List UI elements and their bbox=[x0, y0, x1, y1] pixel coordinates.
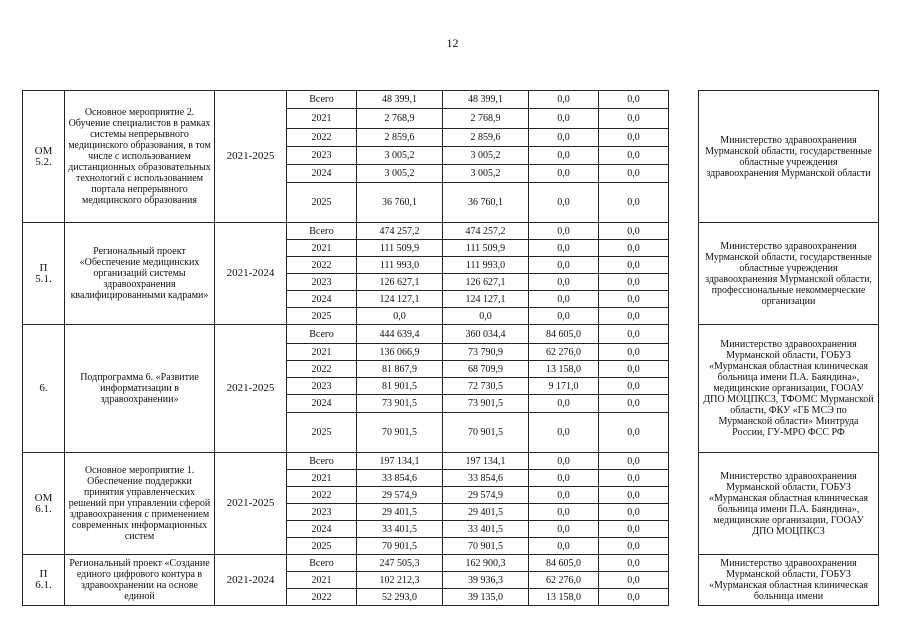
cell-total: 0,0 bbox=[357, 308, 443, 325]
cell-federal: 13 158,0 bbox=[529, 361, 599, 378]
section-name: Региональный проект «Обеспечение медицинских организаций системы здравоохранения квалифицированными кадрами» bbox=[65, 223, 215, 325]
cell-other: 0,0 bbox=[599, 91, 669, 109]
row-year: Всего bbox=[287, 91, 357, 109]
row-year: Всего bbox=[287, 223, 357, 240]
cell-other: 0,0 bbox=[599, 572, 669, 589]
cell-federal: 62 276,0 bbox=[529, 572, 599, 589]
cell-total: 444 639,4 bbox=[357, 325, 443, 344]
cell-total: 2 768,9 bbox=[357, 109, 443, 129]
row-year: Всего bbox=[287, 453, 357, 470]
cell-federal: 0,0 bbox=[529, 129, 599, 147]
cell-other: 0,0 bbox=[599, 325, 669, 344]
cell-federal: 0,0 bbox=[529, 521, 599, 538]
row-year: 2022 bbox=[287, 589, 357, 606]
row-year: 2025 bbox=[287, 538, 357, 555]
cell-regional: 68 709,9 bbox=[443, 361, 529, 378]
cell-total: 111 993,0 bbox=[357, 257, 443, 274]
budget-table bbox=[22, 90, 879, 606]
cell-regional: 360 034,4 bbox=[443, 325, 529, 344]
section-executor: Министерство здравоохранения Мурманской области, ГОБУЗ «Мурманская областная клиническая больница имени П.А. Баяндина», медицинские организации, ГООАУ ДПО МОЦПКСЗ, ТФОМС Мурманской области, ФКУ «ГБ МСЭ по Мурманской области» Минтруда России, ГУ-МРО ФСС РФ bbox=[699, 325, 879, 453]
section-executor: Министерство здравоохранения Мурманской области, государственные областные учреждения здравоохранения Мурманской области bbox=[699, 91, 879, 223]
cell-federal: 62 276,0 bbox=[529, 344, 599, 361]
row-year: 2023 bbox=[287, 147, 357, 165]
cell-other: 0,0 bbox=[599, 240, 669, 257]
row-year: 2023 bbox=[287, 504, 357, 521]
cell-regional: 111 993,0 bbox=[443, 257, 529, 274]
section-period: 2021-2025 bbox=[215, 91, 287, 223]
cell-other: 0,0 bbox=[599, 395, 669, 413]
cell-total: 81 901,5 bbox=[357, 378, 443, 395]
row-year: 2024 bbox=[287, 165, 357, 183]
cell-federal: 0,0 bbox=[529, 147, 599, 165]
row-year: 2022 bbox=[287, 361, 357, 378]
cell-total: 136 066,9 bbox=[357, 344, 443, 361]
cell-other: 0,0 bbox=[599, 147, 669, 165]
cell-total: 124 127,1 bbox=[357, 291, 443, 308]
cell-other: 0,0 bbox=[599, 378, 669, 395]
row-year: 2021 bbox=[287, 240, 357, 257]
cell-federal: 0,0 bbox=[529, 487, 599, 504]
cell-regional: 111 509,9 bbox=[443, 240, 529, 257]
row-year: 2021 bbox=[287, 109, 357, 129]
row-year: 2024 bbox=[287, 291, 357, 308]
cell-other: 0,0 bbox=[599, 109, 669, 129]
cell-total: 3 005,2 bbox=[357, 147, 443, 165]
row-year: 2021 bbox=[287, 572, 357, 589]
cell-other: 0,0 bbox=[599, 344, 669, 361]
cell-other: 0,0 bbox=[599, 453, 669, 470]
cell-other: 0,0 bbox=[599, 361, 669, 378]
cell-regional: 197 134,1 bbox=[443, 453, 529, 470]
cell-regional: 48 399,1 bbox=[443, 91, 529, 109]
cell-federal: 9 171,0 bbox=[529, 378, 599, 395]
cell-federal: 0,0 bbox=[529, 504, 599, 521]
section-name: Региональный проект «Создание единого цифрового контура в здравоохранении на основе единой bbox=[65, 555, 215, 606]
column-gap bbox=[669, 223, 699, 325]
cell-total: 2 859,6 bbox=[357, 129, 443, 147]
cell-federal: 0,0 bbox=[529, 538, 599, 555]
cell-total: 48 399,1 bbox=[357, 91, 443, 109]
cell-federal: 0,0 bbox=[529, 91, 599, 109]
section-period: 2021-2024 bbox=[215, 555, 287, 606]
cell-other: 0,0 bbox=[599, 538, 669, 555]
column-gap bbox=[669, 325, 699, 453]
cell-federal: 0,0 bbox=[529, 109, 599, 129]
cell-regional: 29 574,9 bbox=[443, 487, 529, 504]
cell-federal: 0,0 bbox=[529, 470, 599, 487]
column-gap bbox=[669, 555, 699, 606]
cell-regional: 3 005,2 bbox=[443, 165, 529, 183]
cell-other: 0,0 bbox=[599, 223, 669, 240]
column-gap bbox=[669, 91, 699, 223]
cell-total: 474 257,2 bbox=[357, 223, 443, 240]
cell-total: 197 134,1 bbox=[357, 453, 443, 470]
cell-total: 29 401,5 bbox=[357, 504, 443, 521]
cell-federal: 0,0 bbox=[529, 274, 599, 291]
table-row bbox=[23, 453, 879, 470]
section-name: Подпрограмма 6. «Развитие информатизации в здравоохранении» bbox=[65, 325, 215, 453]
cell-other: 0,0 bbox=[599, 274, 669, 291]
cell-federal: 0,0 bbox=[529, 308, 599, 325]
section-executor: Министерство здравоохранения Мурманской области, ГОБУЗ «Мурманская областная клиническая больница имени П.А. Баяндина», медицинские организации, ГООАУ ДПО МОЦПКСЗ bbox=[699, 453, 879, 555]
cell-other: 0,0 bbox=[599, 413, 669, 453]
cell-federal: 0,0 bbox=[529, 165, 599, 183]
cell-federal: 0,0 bbox=[529, 257, 599, 274]
cell-other: 0,0 bbox=[599, 183, 669, 223]
cell-total: 33 854,6 bbox=[357, 470, 443, 487]
cell-regional: 29 401,5 bbox=[443, 504, 529, 521]
cell-regional: 33 854,6 bbox=[443, 470, 529, 487]
section-name: Основное мероприятие 1. Обеспечение поддержки принятия управленческих решений при управлении сферой здравоохранения с применением современных информационных систем bbox=[65, 453, 215, 555]
row-year: 2022 bbox=[287, 129, 357, 147]
cell-other: 0,0 bbox=[599, 504, 669, 521]
cell-regional: 72 730,5 bbox=[443, 378, 529, 395]
row-year: Всего bbox=[287, 555, 357, 572]
cell-regional: 73 790,9 bbox=[443, 344, 529, 361]
cell-federal: 0,0 bbox=[529, 453, 599, 470]
cell-federal: 13 158,0 bbox=[529, 589, 599, 606]
row-year: 2024 bbox=[287, 521, 357, 538]
cell-federal: 0,0 bbox=[529, 240, 599, 257]
row-year: 2022 bbox=[287, 487, 357, 504]
section-code: 6. bbox=[23, 325, 65, 453]
table-row bbox=[23, 325, 879, 344]
section-code: ОМ 5.2. bbox=[23, 91, 65, 223]
cell-other: 0,0 bbox=[599, 257, 669, 274]
row-year: 2024 bbox=[287, 395, 357, 413]
section-executor: Министерство здравоохранения Мурманской области, ГОБУЗ «Мурманская областная клиническая больница имени bbox=[699, 555, 879, 606]
cell-other: 0,0 bbox=[599, 129, 669, 147]
cell-regional: 70 901,5 bbox=[443, 413, 529, 453]
column-gap bbox=[669, 453, 699, 555]
cell-federal: 0,0 bbox=[529, 223, 599, 240]
cell-regional: 36 760,1 bbox=[443, 183, 529, 223]
row-year: 2022 bbox=[287, 257, 357, 274]
cell-other: 0,0 bbox=[599, 308, 669, 325]
row-year: 2023 bbox=[287, 378, 357, 395]
cell-federal: 84 605,0 bbox=[529, 555, 599, 572]
cell-total: 33 401,5 bbox=[357, 521, 443, 538]
page-number: 12 bbox=[446, 36, 459, 50]
cell-regional: 126 627,1 bbox=[443, 274, 529, 291]
cell-total: 247 505,3 bbox=[357, 555, 443, 572]
cell-regional: 2 768,9 bbox=[443, 109, 529, 129]
cell-total: 70 901,5 bbox=[357, 538, 443, 555]
cell-total: 81 867,9 bbox=[357, 361, 443, 378]
cell-regional: 3 005,2 bbox=[443, 147, 529, 165]
section-period: 2021-2025 bbox=[215, 453, 287, 555]
cell-federal: 0,0 bbox=[529, 395, 599, 413]
cell-total: 70 901,5 bbox=[357, 413, 443, 453]
cell-other: 0,0 bbox=[599, 555, 669, 572]
row-year: 2021 bbox=[287, 344, 357, 361]
table-row bbox=[23, 91, 879, 109]
cell-total: 73 901,5 bbox=[357, 395, 443, 413]
cell-other: 0,0 bbox=[599, 521, 669, 538]
table-row bbox=[23, 223, 879, 240]
cell-other: 0,0 bbox=[599, 291, 669, 308]
cell-regional: 0,0 bbox=[443, 308, 529, 325]
cell-regional: 70 901,5 bbox=[443, 538, 529, 555]
section-period: 2021-2024 bbox=[215, 223, 287, 325]
row-year: 2023 bbox=[287, 274, 357, 291]
cell-regional: 124 127,1 bbox=[443, 291, 529, 308]
cell-federal: 0,0 bbox=[529, 413, 599, 453]
table-row bbox=[23, 555, 879, 572]
cell-other: 0,0 bbox=[599, 165, 669, 183]
cell-regional: 73 901,5 bbox=[443, 395, 529, 413]
row-year: 2025 bbox=[287, 183, 357, 223]
section-code: ОМ 6.1. bbox=[23, 453, 65, 555]
cell-regional: 33 401,5 bbox=[443, 521, 529, 538]
row-year: 2021 bbox=[287, 470, 357, 487]
section-executor: Министерство здравоохранения Мурманской области, государственные областные учреждения здравоохранения Мурманской области, профессиональные некоммерческие организации bbox=[699, 223, 879, 325]
cell-regional: 2 859,6 bbox=[443, 129, 529, 147]
cell-other: 0,0 bbox=[599, 470, 669, 487]
cell-regional: 162 900,3 bbox=[443, 555, 529, 572]
cell-federal: 84 605,0 bbox=[529, 325, 599, 344]
row-year: Всего bbox=[287, 325, 357, 344]
cell-regional: 39 135,0 bbox=[443, 589, 529, 606]
cell-other: 0,0 bbox=[599, 589, 669, 606]
cell-other: 0,0 bbox=[599, 487, 669, 504]
cell-federal: 0,0 bbox=[529, 183, 599, 223]
row-year: 2025 bbox=[287, 308, 357, 325]
cell-total: 111 509,9 bbox=[357, 240, 443, 257]
cell-total: 29 574,9 bbox=[357, 487, 443, 504]
cell-regional: 39 936,3 bbox=[443, 572, 529, 589]
section-code: П 6.1. bbox=[23, 555, 65, 606]
section-code: П 5.1. bbox=[23, 223, 65, 325]
section-name: Основное мероприятие 2. Обучение специалистов в рамках системы непрерывного медицинского образования, в том числе с использованием дистанционных образовательных технологий с использованием портала непрерывного медицинского образования bbox=[65, 91, 215, 223]
cell-total: 52 293,0 bbox=[357, 589, 443, 606]
cell-federal: 0,0 bbox=[529, 291, 599, 308]
section-period: 2021-2025 bbox=[215, 325, 287, 453]
cell-total: 36 760,1 bbox=[357, 183, 443, 223]
cell-regional: 474 257,2 bbox=[443, 223, 529, 240]
cell-total: 126 627,1 bbox=[357, 274, 443, 291]
cell-total: 3 005,2 bbox=[357, 165, 443, 183]
cell-total: 102 212,3 bbox=[357, 572, 443, 589]
row-year: 2025 bbox=[287, 413, 357, 453]
